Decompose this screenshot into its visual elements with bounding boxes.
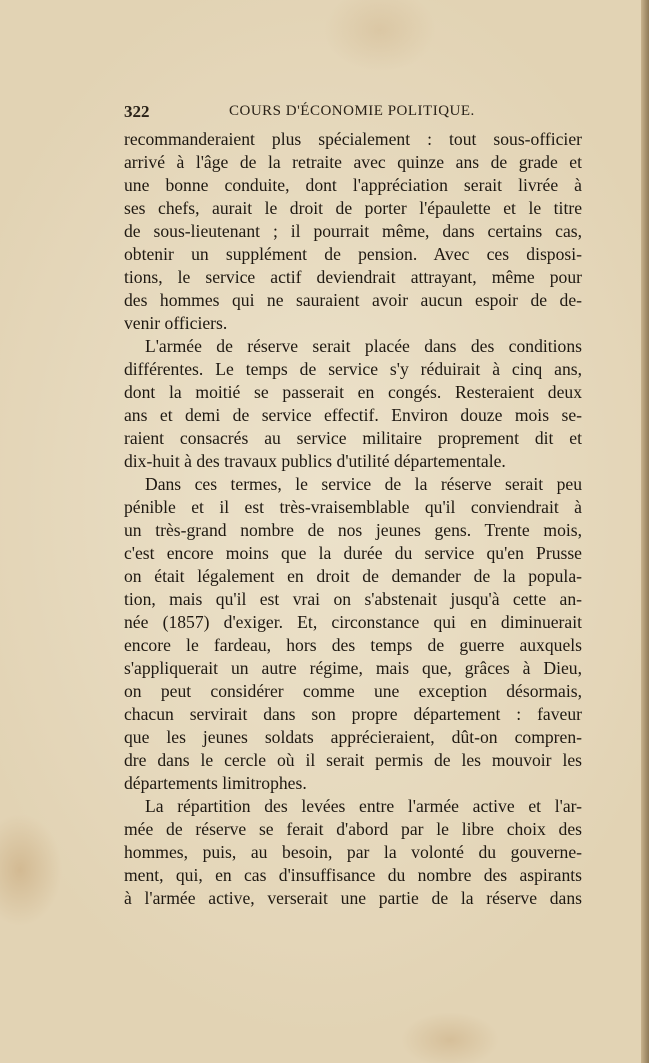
text-line: La répartition des levées entre l'armée active et l'ar- xyxy=(145,796,582,816)
text-line: on peut considérer comme une exception désormais, xyxy=(124,681,582,701)
text-line: hommes, puis, au besoin, par la volonté du gouverne- xyxy=(124,842,582,862)
text-line: de sous-lieutenant ; il pourrait même, dans certains cas, xyxy=(124,221,582,241)
text-line: dix-huit à des travaux publics d'utilité départementale. xyxy=(124,451,506,471)
text-line: encore le fardeau, hors des temps de guerre auxquels xyxy=(124,635,582,655)
text-line: tion, mais qu'il est vrai on s'abstenait jusqu'à cette an- xyxy=(124,589,582,609)
text-line: que les jeunes soldats apprécieraient, dût-on compren- xyxy=(124,727,582,747)
text-line: née (1857) d'exiger. Et, circonstance qui en diminuerait xyxy=(124,612,582,632)
text-line: on était légalement en droit de demander de la popula- xyxy=(124,566,582,586)
text-line: différentes. Le temps de service s'y réduirait à cinq ans, xyxy=(124,359,582,379)
text-line: dont la moitié se passerait en congés. Resteraient deux xyxy=(124,382,582,402)
text-line: arrivé à l'âge de la retraite avec quinze ans de grade et xyxy=(124,152,582,172)
text-line: Dans ces termes, le service de la réserve serait peu xyxy=(145,474,582,494)
page-edge xyxy=(641,0,649,1063)
text-line: pénible et il est très-vraisemblable qu'il conviendrait à xyxy=(124,497,582,517)
text-line: recommanderaient plus spécialement : tout sous-officier xyxy=(124,129,582,149)
body-text xyxy=(124,128,582,910)
text-line: L'armée de réserve serait placée dans des conditions xyxy=(145,336,582,356)
text-line: une bonne conduite, dont l'appréciation serait livrée à xyxy=(124,175,582,195)
text-line: ment, qui, en cas d'insuffisance du nombre des aspirants xyxy=(124,865,582,885)
text-line: mée de réserve se ferait d'abord par le libre choix des xyxy=(124,819,582,839)
page-number: 322 xyxy=(124,102,150,121)
text-line: obtenir un supplément de pension. Avec ces disposi- xyxy=(124,244,582,264)
text-line: à l'armée active, verserait une partie de la réserve dans xyxy=(124,888,582,908)
text-line: c'est encore moins que la durée du service qu'en Prusse xyxy=(124,543,582,563)
text-line: ans et demi de service effectif. Environ douze mois se- xyxy=(124,405,582,425)
text-line: s'appliquerait un autre régime, mais que, grâces à Dieu, xyxy=(124,658,582,678)
text-line: des hommes qui ne sauraient avoir aucun espoir de de- xyxy=(124,290,582,310)
text-line: un très-grand nombre de nos jeunes gens. Trente mois, xyxy=(124,520,582,540)
text-line: raient consacrés au service militaire proprement dit et xyxy=(124,428,582,448)
text-line: dre dans le cercle où il serait permis de les mouvoir les xyxy=(124,750,582,770)
running-header xyxy=(124,100,582,124)
text-line: venir officiers. xyxy=(124,313,228,333)
text-line: chacun servirait dans son propre département : faveur xyxy=(124,704,582,724)
text-line: départements limitrophes. xyxy=(124,773,307,793)
text-line: ses chefs, aurait le droit de porter l'épaulette et le titre xyxy=(124,198,582,218)
running-title: COURS D'ÉCONOMIE POLITIQUE. xyxy=(229,103,475,119)
text-line: tions, le service actif deviendrait attrayant, même pour xyxy=(124,267,582,287)
